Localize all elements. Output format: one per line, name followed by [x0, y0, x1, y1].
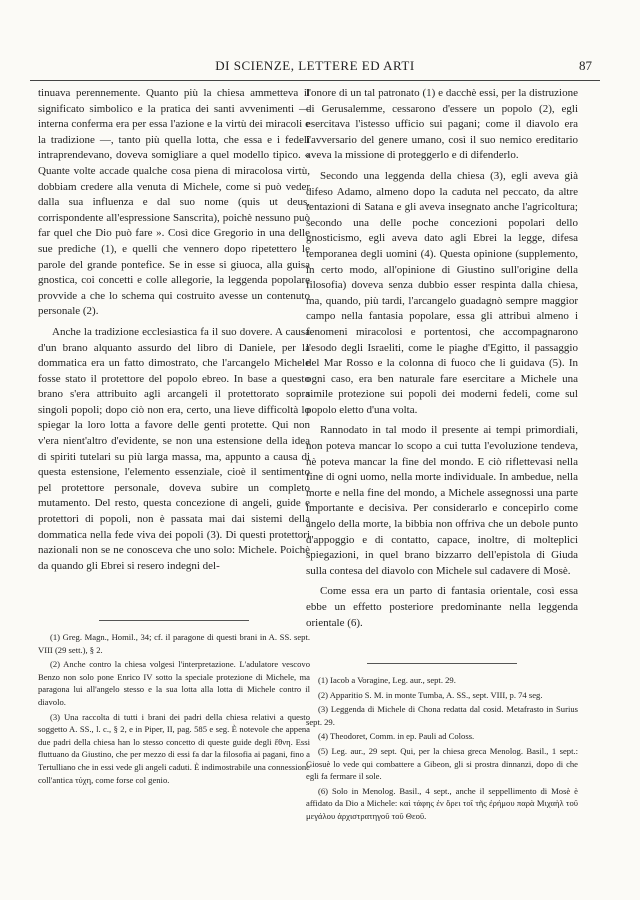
- footnote-rule: [99, 620, 249, 621]
- footnote: (5) Leg. aur., 29 sept. Qui, per la chiesa greca Menolog. Basil., 1 sept.: Giosuè lo vede qui combattere a Gibeon, gli si prostra dinnanzi, dopo di che egli fa fermare il sole.: [306, 745, 578, 782]
- left-paragraph-2: Anche la tradizione ecclesiastica fa il suo dovere. A causa d'un brano alquanto assurdo del libro di Daniele, per la dommatica era un fatto dimostrato, che l'arcangelo Michele fosse stato il protettore del popolo ebreo. In base a questo brano s'era attribuito agli arcangeli il protettorato sopra singoli popoli; dopo ciò non era, certo, una lieve difficoltà lo spiegar la loro lotta a favore delle genti protette. Qui non v'era nient'altro d'evidente, se non una estensione della idea di spiriti tutelari su più larga massa, ma, appunto a causa di questa estensione, l'elemento essenziale, cioè il sentimento pel protettore personale, doveva subire un completo mutamento. Del resto, questa concezione di angeli, guide e protettori di popoli, non è passata mai dai sistemi della dommatica nella fede viva dei popoli (3). Di questi protettori nazionali non se ne conosceva che uno solo: Michele. Poichè da quando gli Ebrei si resero indegni del-: [38, 325, 310, 572]
- left-footnotes: [38, 620, 310, 788]
- footnote: (2) Apparitio S. M. in monte Tumba, A. SS., sept. VIII, p. 74 seg.: [318, 689, 543, 700]
- right-paragraph-4: Come essa era un parto di fantasia orientale, così essa ebbe un effetto posteriore predominante nella leggenda orientale (6).: [306, 585, 578, 629]
- running-title: DI SCIENZE, LETTERE ED ARTI: [215, 58, 415, 73]
- right-paragraph-3: Rannodato in tal modo il presente ai tempi primordiali, non poteva mancar lo scopo a cui tutta l'evoluzione tendeva, nè poteva mancar la fine del mondo. E ciò riflettevasi nella fine di ogni uomo, nella morte individuale. In ambedue, nella morte e nella fine del mondo, a Michele assegnossi una parte importante e decisiva. Per considerarlo e concepirlo come angelo della morte, la bibbia non offriva che un debole punto d'appoggio e di contatto, capace, inoltre, di molteplici spiegazioni, in quel brano bizzarro dell'epistola di Giuda sulla contesa del diavolo con Michele sul cadavere di Mosè.: [306, 424, 578, 577]
- left-column: [38, 86, 310, 579]
- left-paragraph-1: tinuava perennemente. Quanto più la chiesa ammetteva il significato simbolico e la pratica dei santi avvenimenti — interna conferma era per essa l'azione e la virtù dei miracoli e la tradizione —, tanto più quella lotta, che essa e i fedeli intraprendevano, doveva somigliare a quel modello tipico. « Quante volte accade qualche cosa piena di miracolosa virtù, dobbiam credere alla venuta di Michele, come si può veder dalla sua influenza e dal suo nome (quis ut deus, corrispondente all'espressione Sanscrita), poichè nessuno può far quel che Dio può fare ». Così dice Gregorio in una delle sue prediche (1), e quelli che vennero dopo ripetettero le parole del grande pontefice. Se in esse si giuoca, alla guisa gnostica, coi concetti e colle allegorie, la leggenda popolare provvide a che lo schema qui costruito avesse un contenuto personale (2).: [38, 87, 310, 318]
- footnote: (3) Leggenda di Michele di Chona redatta dal cosid. Metafrasto in Surius sept. 29.: [306, 704, 578, 727]
- right-paragraph-1: l'onore di un tal patronato (1) e dacchè essi, per la distruzione di Gerusalemme, cessarono d'essere un popolo (2), egli esercitava l'istesso ufficio sui pagani; come il diavolo era l'avversario del genere umano, così il suo nemico ereditario aveva la missione di proteggerlo e di difenderlo.: [306, 87, 578, 162]
- footnote: (4) Theodoret, Comm. in ep. Pauli ad Coloss.: [318, 731, 475, 742]
- footnote: (6) Solo in Menolog. Basil., 4 sept., anche il seppellimento di Mosè è affidato da Dio a Michele: καὶ τάφης ἐν ὄρει τοῖ τῆς ἐρήμου παρὰ Μιχαὴλ τοῦ μεγάλου ἀρχιστρατηγοῦ τοῦ Θεοῦ.: [306, 785, 578, 821]
- right-paragraph-2: Secondo una leggenda della chiesa (3), egli aveva già difeso Adamo, almeno dopo la caduta nel peccato, da altre tentazioni di Satana e gli aveva insegnato anche l'agricoltura; secondo una delle poche concezioni popolari dello gnosticismo, egli aveva dato agli Ebrei la legge, difesa temporanea degli uomini (4). Questa opinione (supplemento, in certo modo, all'opinione di Giustino sull'origine della filosofia) doveva senza dubbio esser respinta dalla chiesa, ma, quando, più tardi, l'arcangelo guadagnò sempre maggior campo nella fantasia popolare, essa gli attribuì almeno i fenomeni miracolosi e portentosi, che accompagnarono l'esodo degli Israeliti, come le piaghe d'Egitto, il passaggio del Mar Rosso e la colonna di fuoco che li guidava (5). In ogni caso, era ben naturale fare esercitare a Michele una simile protezione sui popoli dei moderni fedeli, come sul popolo eletto d'una volta.: [306, 169, 578, 416]
- right-footnotes: [306, 663, 578, 825]
- right-column: [306, 86, 578, 636]
- page-number: 87: [579, 58, 592, 73]
- footnote: (1) Greg. Magn., Homil., 34; cf. il paragone di questi brani in A. SS. sept. VIII (29 sett.), § 2.: [38, 632, 310, 655]
- running-header: [30, 56, 600, 81]
- footnote-rule: [367, 663, 517, 664]
- footnote: (1) Iacob a Voragine, Leg. aur., sept. 29.: [318, 675, 456, 685]
- footnote: (3) Una raccolta di tutti i brani dei padri della chiesa relativi a questo soggetto A. SS., l. c., § 2, e in Piper, II, pag. 585 e seg. È notevole che appena due padri della chiesa han lo stesso concetto di queste guide degli ἔθνη. Essi fluttuano da Giustino, che per mezzo di essi fa dar la filosofia ai pagani, fino a Tertulliano che in essi vede gli angeli caduti. È indimostrabile una connessione coll'antica τύχη, come forse col genio.: [38, 711, 310, 785]
- footnote: (2) Anche contro la chiesa volgesi l'interpretazione. L'adulatore vescovo Benzo non solo pone Enrico IV sotto la speciale protezione di Michele, ma paragona lui all'angelo stesso e la sua lotta alla lotta di Michele contro il diavolo.: [38, 659, 310, 707]
